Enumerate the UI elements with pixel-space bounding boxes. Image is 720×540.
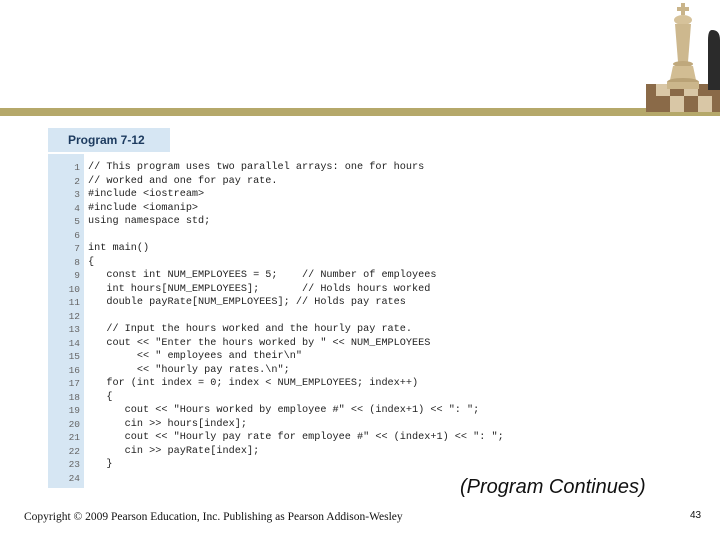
code-line [48,350,480,364]
code-line [48,269,480,283]
line-number: 7 [74,243,80,254]
copyright-footer: Copyright © 2009 Pearson Education, Inc. Publishing as Pearson Addison-Wesley [24,511,403,523]
line-number: 17 [68,378,80,389]
code-line [48,242,480,256]
code-line [48,445,480,459]
code-line [48,188,480,202]
program-listing [48,128,504,488]
code-text: int main() [88,243,150,254]
code-line [48,283,480,297]
line-number: 9 [74,270,80,281]
code-text: { [88,256,95,268]
code-line [48,431,504,445]
code-line [48,175,480,189]
line-number: 15 [68,351,80,362]
code-block [48,161,504,485]
code-line [48,296,480,310]
code-text: cout << "Hourly pay rate for employee #" << (index+1) << ": "; [88,432,504,443]
line-number: 14 [68,337,80,349]
code-line [48,215,480,229]
code-line [48,310,480,324]
line-number: 11 [68,297,80,308]
line-number: 8 [74,256,80,268]
code-line [48,256,480,270]
code-text: cout << "Enter the hours worked by " << NUM_EMPLOYEES [88,337,431,349]
code-text: for (int index = 0; index < NUM_EMPLOYEES; index++) [88,378,419,389]
code-line [48,377,480,391]
code-text: int hours[NUM_EMPLOYEES]; // Holds hours worked [88,283,431,295]
code-line [48,404,480,418]
code-text: cin >> hours[index]; [88,418,247,430]
code-line [48,229,480,243]
line-number: 10 [68,283,80,295]
line-number: 3 [74,189,80,200]
header-accent-bar [0,108,720,116]
code-text: using namespace std; [88,216,211,227]
line-number: 20 [68,418,80,430]
line-number: 23 [68,459,80,470]
code-text: // This program uses two parallel arrays: one for hours [88,162,425,173]
code-line [48,472,480,486]
code-text: cout << "Hours worked by employee #" << (index+1) << ": "; [88,405,480,416]
line-number: 12 [68,310,80,322]
code-line [48,418,480,432]
line-number: 13 [68,324,80,335]
code-text: << " employees and their\n" [88,351,302,362]
code-text: // Input the hours worked and the hourly pay rate. [88,324,413,335]
code-line [48,323,480,337]
code-text: #include <iomanip> [88,202,199,214]
code-text: << "hourly pay rates.\n"; [88,364,290,376]
code-text: #include <iostream> [88,189,205,200]
line-number: 4 [74,202,80,214]
code-text: cin >> payRate[index]; [88,445,260,457]
line-number: 21 [68,432,80,443]
line-number: 22 [68,445,80,457]
code-line [48,364,480,378]
code-line [48,458,480,472]
code-text: } [88,459,113,470]
program-title: Program 7-12 [68,133,145,147]
code-text: const int NUM_EMPLOYEES = 5; // Number of employees [88,270,437,281]
line-number: 24 [68,472,80,484]
chess-pieces-image [646,0,720,112]
line-number: 16 [68,364,80,376]
line-number: 19 [68,405,80,416]
line-number: 1 [74,162,80,173]
code-line [48,202,480,216]
code-text: { [88,391,113,403]
code-text: // worked and one for pay rate. [88,175,278,187]
page-number: 43 [690,510,702,521]
code-line [48,161,480,175]
program-continues-label: (Program Continues) [460,476,646,498]
code-line [48,337,480,351]
code-line [48,391,480,405]
line-number: 18 [68,391,80,403]
line-number: 6 [74,229,80,241]
line-number: 5 [74,216,80,227]
line-number: 2 [74,175,80,187]
code-text: double payRate[NUM_EMPLOYEES]; // Holds pay rates [88,297,406,308]
program-header [48,128,170,152]
